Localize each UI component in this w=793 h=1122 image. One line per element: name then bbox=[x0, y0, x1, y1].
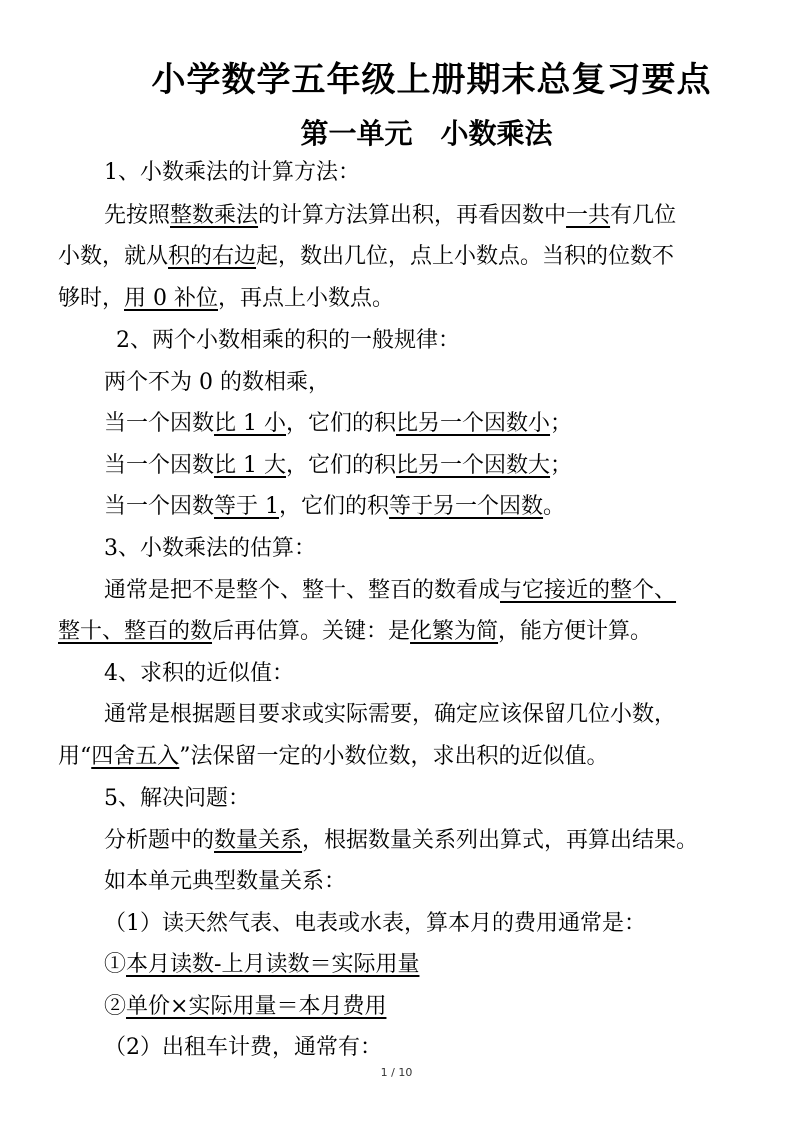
underlined-term: 比另一个因数大 bbox=[396, 453, 551, 478]
text: ，根据数量关系列出算式，再算出结果。 bbox=[302, 828, 699, 853]
section-3-heading: 3、小数乘法的估算： bbox=[104, 536, 316, 561]
underlined-term: 数量关系 bbox=[214, 828, 303, 853]
document-title: 小学数学五年级上册期末总复习要点 bbox=[151, 60, 712, 100]
text: 当一个因数 bbox=[104, 494, 215, 519]
section-5-line-1 bbox=[104, 826, 698, 856]
unit-title: 第一单元 小数乘法 bbox=[300, 117, 553, 150]
underlined-term: 与它接近的整个、 bbox=[500, 578, 677, 603]
text: 先按照 bbox=[104, 203, 171, 228]
text: ，再点上小数点。 bbox=[218, 286, 395, 311]
rule-3 bbox=[104, 492, 565, 522]
text: 分析题中的 bbox=[104, 828, 215, 853]
section-5-heading: 5、解决问题： bbox=[104, 786, 250, 811]
section-3-line-1 bbox=[104, 576, 676, 606]
underlined-term: 用 0 补位 bbox=[124, 286, 218, 311]
underlined-term: 整十、整百的数 bbox=[58, 619, 213, 644]
underlined-term: 等于 1 bbox=[214, 494, 280, 519]
underlined-term: 积的右边 bbox=[168, 244, 257, 269]
text: ； bbox=[550, 453, 573, 478]
formula-2 bbox=[104, 992, 386, 1022]
underlined-term: 一共 bbox=[566, 203, 611, 228]
section-5-line-2: 如本单元典型数量关系： bbox=[104, 869, 347, 894]
text: ； bbox=[550, 411, 573, 436]
formula-1 bbox=[104, 950, 419, 980]
text: 后再估算。关键：是 bbox=[212, 619, 411, 644]
underlined-term: 比另一个因数小 bbox=[396, 411, 551, 436]
text: 小数，就从 bbox=[58, 244, 169, 269]
text: 够时， bbox=[58, 286, 125, 311]
page-number: 1 / 10 bbox=[380, 1066, 413, 1079]
section-2-intro: 两个不为 0 的数相乘， bbox=[104, 370, 330, 395]
underlined-term: 整数乘法 bbox=[170, 203, 259, 228]
section-1-line-1 bbox=[104, 201, 676, 231]
underlined-formula: 单价×实际用量＝本月费用 bbox=[126, 994, 387, 1019]
circled-number: ① bbox=[104, 952, 127, 977]
text: 用“ bbox=[58, 744, 92, 769]
section-1-line-3 bbox=[58, 284, 394, 314]
text: 通常是把不是整个、整十、整百的数看成 bbox=[104, 578, 501, 603]
text: ，它们的积 bbox=[286, 411, 397, 436]
section-4-heading: 4、求积的近似值： bbox=[104, 661, 294, 686]
text: 当一个因数 bbox=[104, 411, 215, 436]
section-4-line-1: 通常是根据题目要求或实际需要，确定应该保留几位小数， bbox=[104, 702, 677, 727]
section-5-item-2: （2）出租车计费，通常有： bbox=[104, 1035, 382, 1060]
underlined-formula: 本月读数-上月读数＝实际用量 bbox=[126, 952, 420, 977]
text: ，它们的积 bbox=[279, 494, 390, 519]
text: ”法保留一定的小数位数，求出积的近似值。 bbox=[179, 744, 609, 769]
text: 起，数出几位，点上小数点。当积的位数不 bbox=[256, 244, 675, 269]
section-1-line-2 bbox=[58, 242, 674, 272]
underlined-term: 等于另一个因数 bbox=[389, 494, 544, 519]
text: 当一个因数 bbox=[104, 453, 215, 478]
section-4-line-2 bbox=[58, 742, 609, 772]
section-1-heading: 1、小数乘法的计算方法： bbox=[104, 160, 360, 185]
text: 有几位 bbox=[610, 203, 677, 228]
underlined-term: 四舍五入 bbox=[91, 744, 180, 769]
text: 。 bbox=[543, 494, 566, 519]
text: ，能方便计算。 bbox=[498, 619, 653, 644]
underlined-term: 化繁为简 bbox=[410, 619, 499, 644]
section-5-item-1: （1）读天然气表、电表或水表，算本月的费用通常是： bbox=[104, 911, 646, 936]
circled-number: ② bbox=[104, 994, 127, 1019]
text: 的计算方法算出积，再看因数中 bbox=[258, 203, 567, 228]
section-2-heading: 2、两个小数相乘的积的一般规律： bbox=[116, 328, 460, 353]
text: ，它们的积 bbox=[286, 453, 397, 478]
rule-1 bbox=[104, 409, 572, 439]
rule-2 bbox=[104, 451, 572, 481]
underlined-term: 比 1 小 bbox=[214, 411, 286, 436]
section-3-line-2 bbox=[58, 617, 652, 647]
underlined-term: 比 1 大 bbox=[214, 453, 286, 478]
